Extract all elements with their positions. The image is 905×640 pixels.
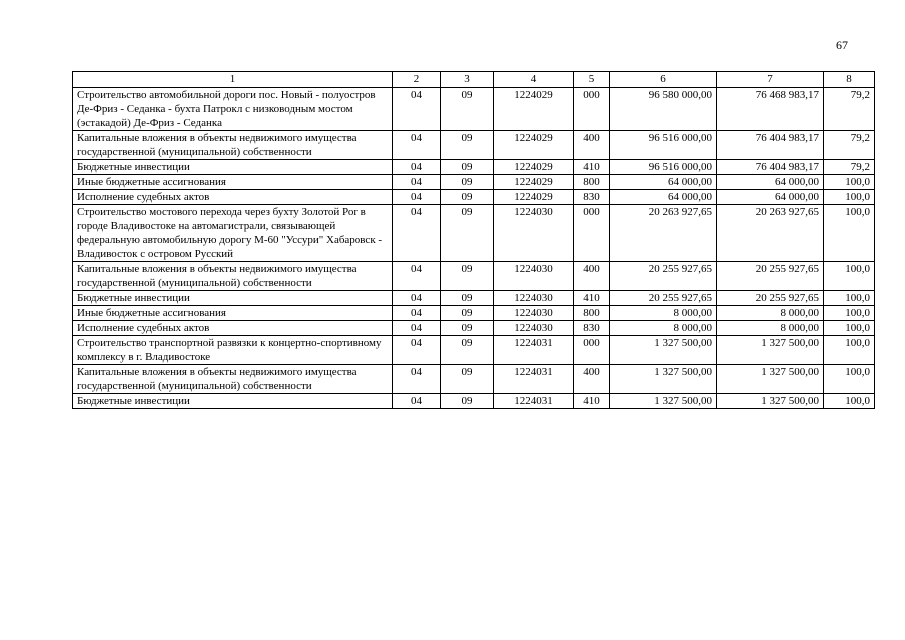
expense-type-code: 400 (574, 131, 610, 160)
section-code: 04 (393, 190, 441, 205)
table-row (73, 321, 875, 336)
subsection-code: 09 (441, 262, 494, 291)
item-name: Капитальные вложения в объекты недвижимого имущества государственной (муниципальной) собственности (73, 365, 393, 394)
column-header: 5 (574, 72, 610, 88)
target-article-code: 1224029 (494, 88, 574, 131)
subsection-code: 09 (441, 190, 494, 205)
planned-amount: 8 000,00 (610, 321, 717, 336)
table-row (73, 175, 875, 190)
execution-percent: 79,2 (824, 131, 875, 160)
subsection-code: 09 (441, 160, 494, 175)
item-name: Капитальные вложения в объекты недвижимого имущества государственной (муниципальной) собственности (73, 131, 393, 160)
table-row (73, 262, 875, 291)
execution-percent: 100,0 (824, 336, 875, 365)
item-name: Строительство мостового перехода через бухту Золотой Рог в городе Владивостоке на автомагистрали, связывающей федеральную автомобильную дорогу М-60 "Уссури" Хабаровск - Владивосток с островом Русский (73, 205, 393, 262)
executed-amount: 76 404 983,17 (717, 160, 824, 175)
table-row (73, 394, 875, 409)
target-article-code: 1224030 (494, 291, 574, 306)
planned-amount: 1 327 500,00 (610, 365, 717, 394)
section-code: 04 (393, 336, 441, 365)
planned-amount: 64 000,00 (610, 175, 717, 190)
item-name: Исполнение судебных актов (73, 190, 393, 205)
execution-percent: 100,0 (824, 262, 875, 291)
planned-amount: 96 516 000,00 (610, 160, 717, 175)
table-row (73, 131, 875, 160)
execution-percent: 100,0 (824, 291, 875, 306)
executed-amount: 20 263 927,65 (717, 205, 824, 262)
section-code: 04 (393, 291, 441, 306)
target-article-code: 1224030 (494, 321, 574, 336)
execution-percent: 100,0 (824, 321, 875, 336)
section-code: 04 (393, 321, 441, 336)
section-code: 04 (393, 205, 441, 262)
planned-amount: 96 516 000,00 (610, 131, 717, 160)
section-code: 04 (393, 262, 441, 291)
execution-percent: 79,2 (824, 160, 875, 175)
subsection-code: 09 (441, 291, 494, 306)
column-header: 6 (610, 72, 717, 88)
table-row (73, 365, 875, 394)
subsection-code: 09 (441, 365, 494, 394)
executed-amount: 1 327 500,00 (717, 365, 824, 394)
subsection-code: 09 (441, 321, 494, 336)
budget-table (72, 71, 875, 409)
column-header: 4 (494, 72, 574, 88)
execution-percent: 100,0 (824, 175, 875, 190)
item-name: Исполнение судебных актов (73, 321, 393, 336)
executed-amount: 20 255 927,65 (717, 262, 824, 291)
execution-percent: 100,0 (824, 365, 875, 394)
table-row (73, 190, 875, 205)
planned-amount: 1 327 500,00 (610, 336, 717, 365)
target-article-code: 1224029 (494, 160, 574, 175)
subsection-code: 09 (441, 394, 494, 409)
expense-type-code: 000 (574, 88, 610, 131)
item-name: Бюджетные инвестиции (73, 160, 393, 175)
executed-amount: 8 000,00 (717, 306, 824, 321)
expense-type-code: 410 (574, 160, 610, 175)
section-code: 04 (393, 175, 441, 190)
planned-amount: 64 000,00 (610, 190, 717, 205)
subsection-code: 09 (441, 205, 494, 262)
target-article-code: 1224031 (494, 336, 574, 365)
table-row (73, 336, 875, 365)
expense-type-code: 800 (574, 175, 610, 190)
item-name: Бюджетные инвестиции (73, 394, 393, 409)
expense-type-code: 800 (574, 306, 610, 321)
executed-amount: 20 255 927,65 (717, 291, 824, 306)
planned-amount: 8 000,00 (610, 306, 717, 321)
item-name: Строительство автомобильной дороги пос. Новый - полуостров Де-Фриз - Седанка - бухта Патрокл с низководным мостом (эстакадой) Де-Фриз - Седанка (73, 88, 393, 131)
execution-percent: 100,0 (824, 190, 875, 205)
page-number: 67 (836, 38, 848, 52)
expense-type-code: 830 (574, 321, 610, 336)
item-name: Строительство транспортной развязки к концертно-спортивному комплексу в г. Владивостоке (73, 336, 393, 365)
target-article-code: 1224030 (494, 262, 574, 291)
item-name: Капитальные вложения в объекты недвижимого имущества государственной (муниципальной) собственности (73, 262, 393, 291)
target-article-code: 1224029 (494, 131, 574, 160)
execution-percent: 100,0 (824, 394, 875, 409)
expense-type-code: 400 (574, 262, 610, 291)
execution-percent: 100,0 (824, 306, 875, 321)
column-header: 7 (717, 72, 824, 88)
executed-amount: 1 327 500,00 (717, 336, 824, 365)
table-row (73, 205, 875, 262)
column-header: 1 (73, 72, 393, 88)
planned-amount: 20 255 927,65 (610, 291, 717, 306)
expense-type-code: 410 (574, 394, 610, 409)
item-name: Иные бюджетные ассигнования (73, 175, 393, 190)
planned-amount: 96 580 000,00 (610, 88, 717, 131)
expense-type-code: 400 (574, 365, 610, 394)
executed-amount: 1 327 500,00 (717, 394, 824, 409)
table-row (73, 88, 875, 131)
target-article-code: 1224030 (494, 306, 574, 321)
target-article-code: 1224031 (494, 394, 574, 409)
executed-amount: 64 000,00 (717, 190, 824, 205)
item-name: Иные бюджетные ассигнования (73, 306, 393, 321)
section-code: 04 (393, 394, 441, 409)
target-article-code: 1224029 (494, 175, 574, 190)
executed-amount: 8 000,00 (717, 321, 824, 336)
column-header: 3 (441, 72, 494, 88)
subsection-code: 09 (441, 131, 494, 160)
expense-type-code: 000 (574, 336, 610, 365)
section-code: 04 (393, 306, 441, 321)
subsection-code: 09 (441, 306, 494, 321)
executed-amount: 76 404 983,17 (717, 131, 824, 160)
target-article-code: 1224031 (494, 365, 574, 394)
planned-amount: 20 255 927,65 (610, 262, 717, 291)
execution-percent: 79,2 (824, 88, 875, 131)
planned-amount: 20 263 927,65 (610, 205, 717, 262)
column-header: 2 (393, 72, 441, 88)
section-code: 04 (393, 88, 441, 131)
subsection-code: 09 (441, 175, 494, 190)
column-header: 8 (824, 72, 875, 88)
expense-type-code: 410 (574, 291, 610, 306)
expense-type-code: 000 (574, 205, 610, 262)
executed-amount: 76 468 983,17 (717, 88, 824, 131)
table-row (73, 306, 875, 321)
subsection-code: 09 (441, 336, 494, 365)
execution-percent: 100,0 (824, 205, 875, 262)
table-row (73, 160, 875, 175)
expense-type-code: 830 (574, 190, 610, 205)
executed-amount: 64 000,00 (717, 175, 824, 190)
table-header-row (73, 72, 875, 88)
item-name: Бюджетные инвестиции (73, 291, 393, 306)
section-code: 04 (393, 131, 441, 160)
section-code: 04 (393, 160, 441, 175)
planned-amount: 1 327 500,00 (610, 394, 717, 409)
table-row (73, 291, 875, 306)
target-article-code: 1224029 (494, 190, 574, 205)
target-article-code: 1224030 (494, 205, 574, 262)
section-code: 04 (393, 365, 441, 394)
subsection-code: 09 (441, 88, 494, 131)
